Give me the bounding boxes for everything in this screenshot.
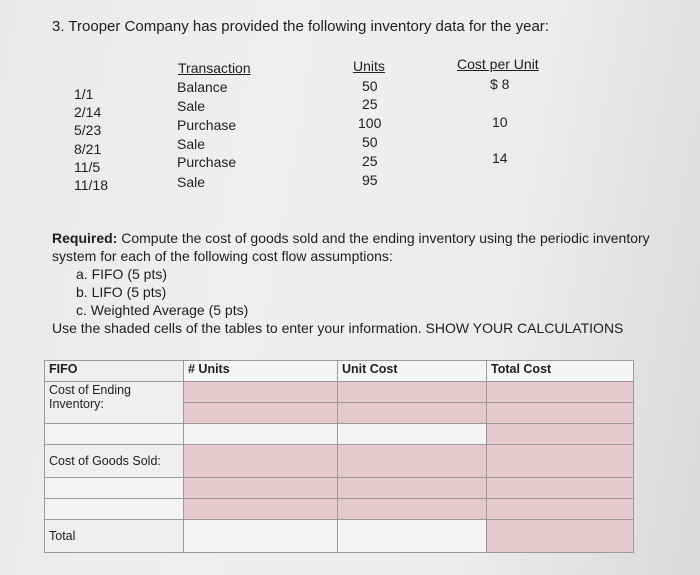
answer-cell[interactable]	[338, 478, 487, 499]
inventory-transaction: Purchase	[177, 117, 237, 133]
units-header: # Units	[184, 361, 338, 382]
answer-cell[interactable]	[338, 520, 487, 553]
inventory-cost: 14	[492, 150, 508, 166]
inventory-date: 2/14	[74, 104, 102, 120]
inventory-units: 50	[362, 134, 378, 150]
ending-inventory-label	[45, 382, 184, 424]
total-label: Total	[45, 520, 184, 553]
answer-cell[interactable]	[184, 499, 338, 520]
answer-cell[interactable]	[338, 499, 487, 520]
instruction-text: Use the shaded cells of the tables to enter your information. SHOW YOUR CALCULATIONS	[52, 320, 624, 336]
inventory-date: 1/1	[74, 86, 94, 102]
inventory-transaction: Balance	[177, 79, 228, 95]
answer-cell[interactable]	[487, 382, 634, 403]
required-label: Required:	[52, 230, 118, 246]
answer-cell[interactable]	[184, 445, 338, 478]
ending-inventory-line-2: Inventory:	[49, 397, 104, 411]
answer-cell[interactable]	[338, 424, 487, 445]
answer-cell[interactable]	[184, 424, 338, 445]
answer-cell[interactable]	[487, 403, 634, 424]
answer-cell[interactable]	[338, 403, 487, 424]
assumption-item: b. LIFO (5 pts)	[76, 284, 167, 300]
answer-cell[interactable]	[487, 445, 634, 478]
answer-cell[interactable]	[184, 403, 338, 424]
unit-cost-header: Unit Cost	[338, 361, 487, 382]
required-line-1	[52, 229, 650, 247]
inventory-transaction: Sale	[177, 98, 206, 114]
blank-label-cell	[45, 478, 184, 499]
ending-inventory-line-1: Cost of Ending	[49, 383, 131, 397]
inventory-units: 50	[362, 78, 378, 94]
question-title: 3. Trooper Company has provided the following inventory data for the year:	[52, 18, 549, 35]
fifo-answer-table	[44, 360, 634, 553]
inventory-date: 11/5	[74, 159, 101, 175]
cogs-label: Cost of Goods Sold:	[45, 445, 184, 478]
inventory-transaction: Sale	[177, 136, 206, 152]
inventory-units: 100	[358, 115, 382, 131]
inventory-transaction: Sale	[177, 174, 206, 190]
required-text: Compute the cost of goods sold and the ending inventory using the periodic inventory	[117, 230, 650, 246]
inventory-cost: 10	[492, 114, 508, 130]
blank-label-cell	[45, 499, 184, 520]
assumption-item: a. FIFO (5 pts)	[76, 266, 168, 282]
required-line-2: system for each of the following cost flow assumptions:	[52, 248, 393, 264]
inventory-transaction: Purchase	[177, 154, 237, 170]
answer-cell[interactable]	[184, 520, 338, 553]
assumption-item: c. Weighted Average (5 pts)	[76, 302, 249, 318]
answer-cell[interactable]	[487, 520, 634, 553]
inventory-units: 25	[362, 153, 378, 169]
inventory-date: 8/21	[74, 141, 102, 157]
header-units: Units	[353, 58, 385, 74]
blank-label-cell	[45, 424, 184, 445]
inventory-date: 11/18	[74, 177, 108, 193]
answer-cell[interactable]	[184, 478, 338, 499]
inventory-units: 95	[362, 172, 378, 188]
answer-cell[interactable]	[338, 382, 487, 403]
header-transaction: Transaction	[178, 60, 251, 76]
total-cost-header: Total Cost	[487, 361, 634, 382]
inventory-units: 25	[362, 96, 378, 112]
answer-cell[interactable]	[487, 424, 634, 445]
answer-cell[interactable]	[184, 382, 338, 403]
answer-cell[interactable]	[487, 478, 634, 499]
answer-cell[interactable]	[487, 499, 634, 520]
header-cost-per-unit: Cost per Unit	[457, 56, 539, 72]
inventory-date: 5/23	[74, 122, 102, 138]
fifo-label: FIFO	[45, 361, 184, 382]
inventory-cost: $ 8	[490, 76, 510, 92]
answer-cell[interactable]	[338, 445, 487, 478]
